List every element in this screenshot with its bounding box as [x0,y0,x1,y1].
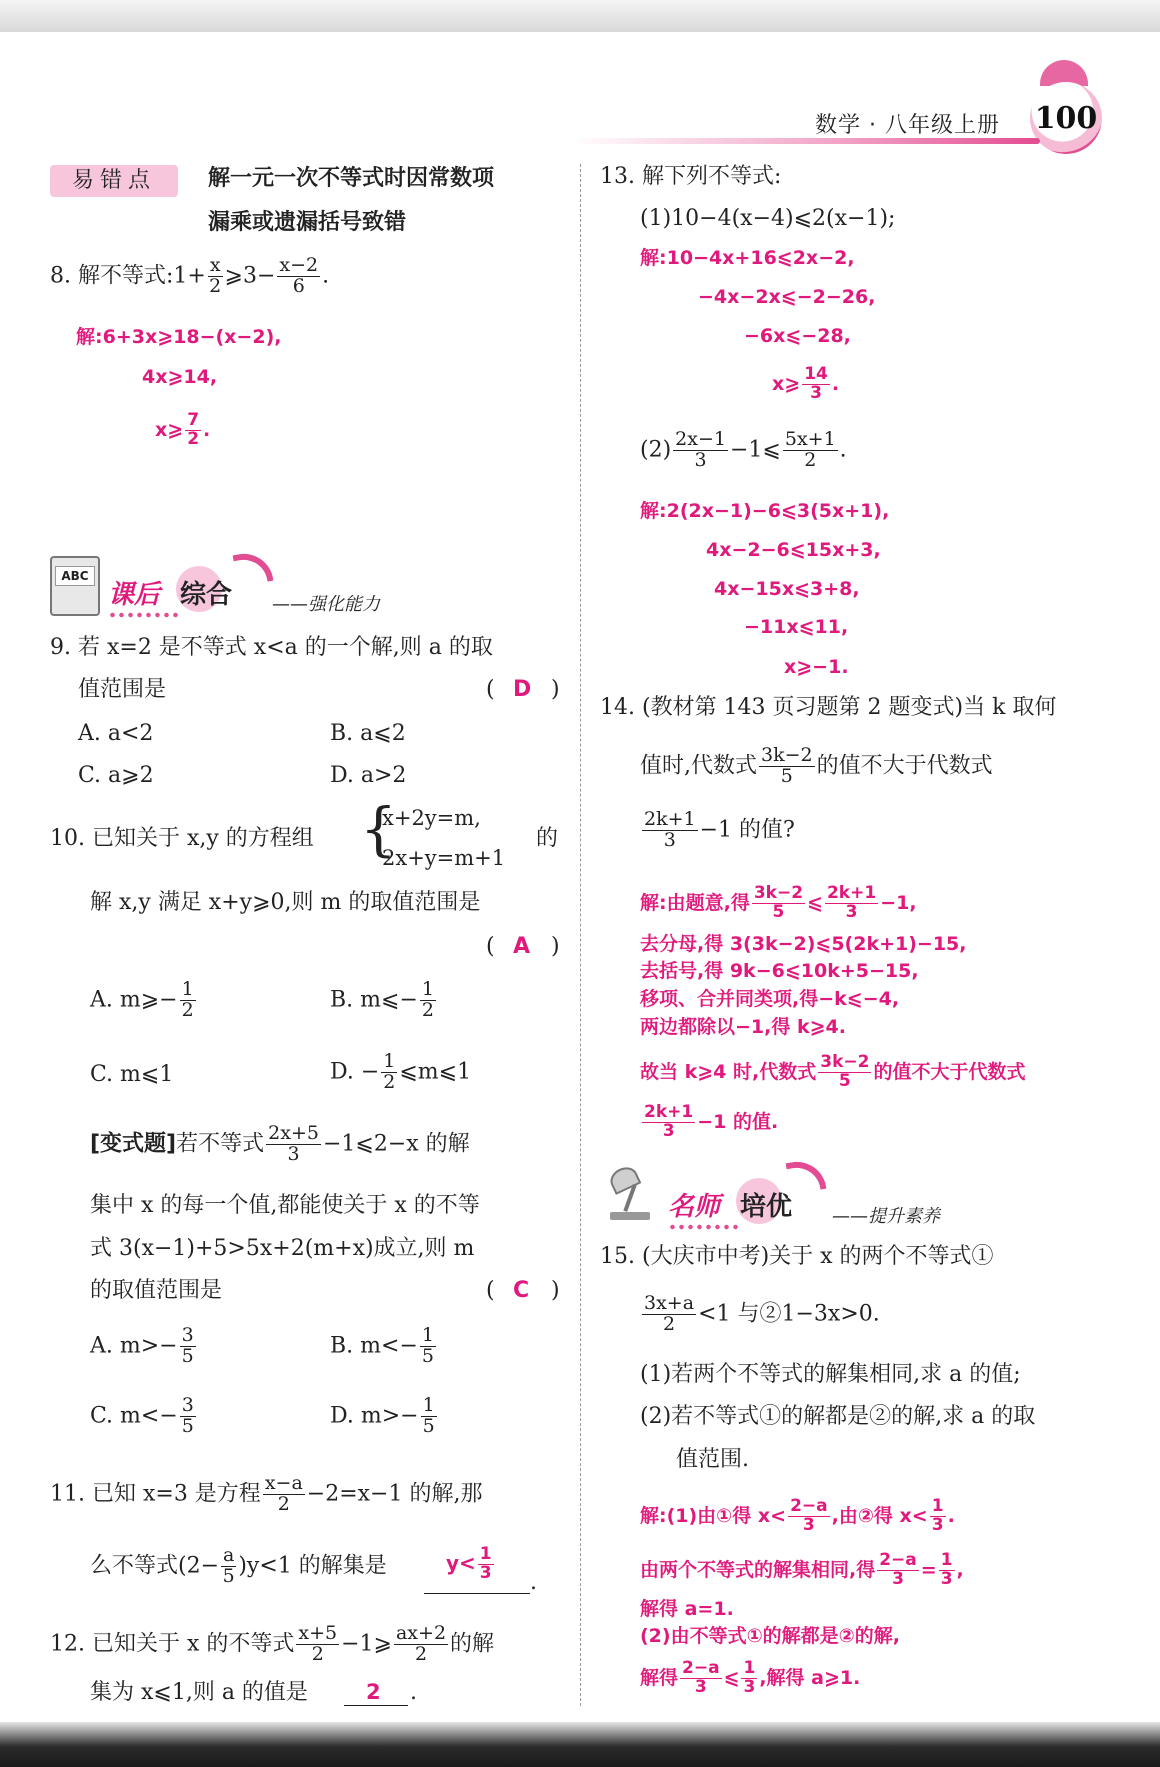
q15-s5-frac-1 [680,1660,722,1697]
q8-stem-b: ⩾3− [224,263,276,289]
q10-paren-left: ( [486,934,495,959]
q13-a3: −6x⩽−28, [744,325,851,347]
q15-s1-f2-num: 1 [931,1496,944,1516]
q14-line-2 [640,746,993,787]
variant-d-den: 5 [422,1414,435,1437]
lamp-icon [602,1166,652,1222]
variant-option-b [330,1326,438,1367]
variant-label: [变式题] [90,1131,177,1157]
q13-a4-b: . [831,372,840,395]
q11-2a: 么不等式(2− [90,1553,220,1579]
book-icon-text: ABC [55,566,95,586]
variant-d-frac [421,1396,437,1437]
q10-paren-right: ) [551,934,560,959]
q13-p2-f1-num: 2x−1 [675,428,726,450]
q10-b-den: 2 [421,998,434,1021]
q12-frac-1-den: 2 [311,1642,324,1665]
variant-c-num: 3 [181,1394,194,1416]
q14-s7-den: 3 [662,1120,675,1141]
q10-d-text-a: D. − [330,1059,380,1085]
q13-line-1: 13. 解下列不等式: [600,164,782,189]
q11-answer [446,1546,496,1583]
q12-frac-1 [296,1624,339,1665]
q9-line-1: 9. 若 x=2 是不等式 x<a 的一个解,则 a 的取 [50,635,493,660]
q15-s1-f1-den: 3 [802,1514,815,1535]
q10-d-num: 1 [383,1050,396,1072]
q10-option-d [330,1052,471,1093]
tag-title-line-2: 漏乘或遗漏括号致错 [208,210,407,235]
q13-a4-frac [802,366,830,403]
q14-s1-f2-num: 2k+1 [826,883,877,903]
q8-solution-3 [155,412,210,449]
q14-s1-f2-den: 3 [845,901,858,922]
q9-line-2: 值范围是 [78,677,167,702]
q9-answer: D [513,677,532,702]
q14-s1-f1-num: 3k−2 [753,883,804,903]
q8-frac-2 [277,256,320,297]
q15-s5-f2-num: 1 [743,1658,756,1678]
q15-s2-b: = [920,1558,937,1581]
q13-a4-a: x⩾ [772,372,801,395]
header-title: 数学 · 八年级上册 [815,113,1000,138]
q10-d-den: 2 [383,1070,396,1093]
q15-s4: (2)由不等式①的解都是②的解, [640,1625,900,1647]
q15-s1-c: . [947,1504,955,1527]
q15-frac-num: 3x+a [644,1292,695,1314]
q10-a-text: A. m⩾− [90,987,178,1013]
q12-1a: 12. 已知关于 x 的不等式 [50,1631,295,1657]
variant-option-d [330,1396,439,1437]
q14-s1-frac-1 [752,885,805,922]
tag-title-line-1: 解一元一次不等式时因常数项 [208,166,495,191]
q8-s3-den: 2 [187,428,200,449]
q15-s2-f1-num: 2−a [879,1550,917,1570]
q11-1a: 11. 已知 x=3 是方程 [50,1481,261,1507]
q11-frac [263,1474,305,1515]
q14-s6-b: 的值不大于代数式 [873,1060,1026,1083]
book-icon [50,556,100,616]
q14-frac-2-den: 3 [663,828,676,851]
q10-option-a [90,980,198,1021]
error-point-tag: 易错点 [50,165,178,197]
q14-2a: 值时,代数式 [640,753,757,779]
q8-frac-2-num: x−2 [279,254,319,276]
q15-s2 [640,1552,964,1589]
q10-b-frac [420,980,436,1021]
q14-line-3 [640,810,795,851]
q10-b-text: B. m⩽− [330,987,418,1013]
q12-answer: 2 [366,1680,381,1704]
q8-frac-1-den: 2 [209,274,222,297]
variant-line-3: 式 3(x−1)+5>5x+2(m+x)成立,则 m [90,1236,475,1261]
variant-line-4: 的取值范围是 [90,1278,223,1303]
q15-s1-a: 解:(1)由①得 x< [640,1504,787,1527]
q13-a1: 解:10−4x+16⩽2x−2, [640,247,855,269]
q10-a-frac [180,980,196,1021]
q10-brace: { [360,795,397,863]
q10-system-eq-2: 2x+y=m+1 [382,846,506,870]
variant-answer: C [513,1278,530,1303]
variant-paren-right: ) [551,1278,560,1303]
variant-line-1 [90,1124,470,1165]
q9-paren-left: ( [486,677,495,702]
variant-a-frac [180,1326,196,1367]
q13-p2-frac-2 [783,430,838,471]
q15-line-2 [640,1294,880,1335]
viewer-bottom-bar [0,1722,1160,1767]
q11-frac-2-num: a [223,1544,235,1566]
q12-1b: −1⩾ [341,1631,392,1657]
q12-line-1 [50,1624,494,1665]
variant-b-text: B. m<− [330,1333,418,1359]
q13-a4 [772,366,839,403]
q10-d-frac [381,1052,397,1093]
q15-s5-f1-den: 3 [694,1676,707,1697]
q15-s2-f1-den: 3 [892,1568,904,1589]
variant-d-text: D. m>− [330,1403,419,1429]
lamp-base [610,1212,650,1220]
q12-frac-2 [394,1624,448,1665]
q15-s1-b: ,由②得 x< [831,1504,928,1527]
variant-option-a [90,1326,198,1367]
q15-s2-c: , [956,1558,964,1581]
variant-c-frac [180,1396,196,1437]
q8-frac-1 [208,256,223,297]
q11-frac-den: 2 [277,1492,290,1515]
variant-c-den: 5 [181,1414,194,1437]
q8-stem-a: 8. 解不等式:1+ [50,263,206,289]
q15-s5-a: 解得 [640,1666,679,1689]
q15-s2-frac-1 [877,1552,919,1589]
q15-line-1: 15. (大庆市中考)关于 x 的两个不等式① [600,1244,994,1269]
q15-s2-a: 由两个不等式的解集相同,得 [640,1558,876,1581]
q13-a2: −4x−2x⩽−2−26, [698,286,876,308]
variant-a-text: A. m>− [90,1333,178,1359]
column-divider [580,164,581,1706]
q8-s3-frac [185,412,201,449]
variant-c-text: C. m<− [90,1403,178,1429]
q10-line-2: 解 x,y 满足 x+y⩾0,则 m 的取值范围是 [90,890,481,915]
q8-s3-a: x⩾ [155,418,184,441]
section-famous-subtitle: ——提升素养 [832,1206,940,1227]
q15-frac [642,1294,696,1335]
q10-option-b [330,980,438,1021]
q13-p2-f2-num: 5x+1 [784,428,836,450]
variant-b-den: 5 [421,1344,434,1367]
variant-b-num: 1 [421,1324,434,1346]
q12-line-2: 集为 x⩽1,则 a 的值是 [90,1680,308,1705]
q15-s5 [640,1660,860,1697]
q14-s4: 移项、合并同类项,得−k⩽−4, [640,988,900,1010]
section-famous-title-b: 培优 [740,1192,793,1222]
variant-frac-num: 2x+5 [268,1122,319,1144]
q15-s2-frac-2 [939,1552,955,1589]
q14-s6-a: 故当 k⩾4 时,代数式 [640,1060,817,1083]
q13-b1: 解:2(2x−1)−6⩽3(5x+1), [640,500,890,522]
q15-part-2-cont: 值范围. [676,1447,749,1472]
q12-frac-1-num: x+5 [298,1622,338,1644]
q15-s1-frac-1 [788,1498,830,1535]
q13-p2-b: −1⩽ [729,437,781,463]
q13-b4: −11x⩽11, [744,616,849,638]
q13-p2-c: . [839,437,847,463]
dotted-underline-2 [668,1224,738,1230]
q13-p2-f2-den: 2 [804,448,817,471]
q13-a4-num: 14 [804,364,828,384]
q11-answer-blank [424,1593,530,1594]
q14-s1-f1-den: 5 [772,901,785,922]
q15-s5-b: ⩽ [723,1666,740,1689]
q15-s1-f2-den: 3 [931,1514,944,1535]
q13-p2-frac-1 [673,430,728,471]
variant-a-num: 3 [181,1324,194,1346]
q15-s2-f2-num: 1 [940,1550,953,1570]
variant-paren-left: ( [486,1278,495,1303]
page-header [570,106,1110,146]
q13-p2-f1-den: 3 [694,448,707,471]
q13-part-1: (1)10−4(x−4)⩽2(x−1); [640,206,896,231]
variant-d-num: 1 [422,1394,435,1416]
q8-s3-num: 7 [187,410,200,430]
q14-s6 [640,1054,1025,1091]
q14-frac-2 [642,810,698,851]
q14-frac-2-num: 2k+1 [644,808,696,830]
q10-line-1a: 10. 已知关于 x,y 的方程组 [50,826,314,851]
q11-frac-num: x−a [264,1472,303,1494]
q14-s1-b: ⩽ [807,891,823,914]
variant-1b: −1⩽2−x 的解 [322,1131,470,1157]
q12-answer-blank [344,1705,408,1706]
q9-option-a: A. a<2 [78,721,154,746]
q9-paren-right: ) [551,677,560,702]
q8-stem [50,256,329,297]
viewer-top-bar [0,0,1160,32]
q14-s1-a: 解:由题意,得 [640,891,750,914]
q15-s2-f2-den: 3 [940,1568,953,1589]
q10-option-c: C. m⩽1 [90,1062,174,1087]
q8-solution-2: 4x⩾14, [142,366,218,388]
variant-line-2: 集中 x 的每一个值,都能使关于 x 的不等 [90,1193,480,1218]
q10-answer: A [513,934,531,959]
q13-part-2 [640,430,847,471]
q9-option-b: B. a⩽2 [330,721,406,746]
q12-period: . [410,1680,417,1705]
q11-frac-2-den: 5 [222,1564,235,1587]
q15-part-1: (1)若两个不等式的解集相同,求 a 的值; [640,1362,1021,1387]
q14-s7-frac [642,1104,695,1141]
q14-frac-1-den: 5 [780,764,793,787]
q10-d-text-b: ⩽m⩽1 [399,1059,472,1085]
q14-3: −1 的值? [699,817,795,843]
q14-s6-den: 5 [838,1070,851,1091]
q14-s3: 去括号,得 9k−6⩽10k+5−15, [640,960,919,982]
q15-s1-frac-2 [930,1498,946,1535]
q15-s5-f1-num: 2−a [682,1658,720,1678]
q14-s2: 去分母,得 3(3k−2)⩽5(2k+1)−15, [640,933,967,955]
q11-answer-num: 1 [479,1544,492,1564]
variant-a-den: 5 [181,1344,194,1367]
q8-frac-1-num: x [209,254,221,276]
q10-a-num: 1 [181,978,194,1000]
q9-option-c: C. a⩾2 [78,763,154,788]
section-after-class-subtitle: ——强化能力 [272,594,380,615]
q8-frac-2-den: 6 [292,274,305,297]
q11-frac-2 [221,1546,236,1587]
q15-frac-den: 2 [662,1312,676,1335]
q13-p2-a: (2) [640,437,672,463]
q10-line-1b: 的 [536,826,559,851]
q11-2b: )y<1 的解集是 [238,1553,387,1579]
q14-s5: 两边都除以−1,得 k⩾4. [640,1016,846,1038]
q8-s3-b: . [203,418,211,441]
q15-s1-f1-num: 2−a [790,1496,828,1516]
q13-b2: 4x−2−6⩽15x+3, [706,539,881,561]
q14-s6-frac [818,1054,871,1091]
q10-b-num: 1 [421,978,434,1000]
q9-option-d: D. a>2 [330,763,407,788]
page-number: 100 [1034,100,1098,136]
q15-s5-frac-2 [741,1660,757,1697]
q14-frac-1-num: 3k−2 [761,744,813,766]
q14-s1-frac-2 [825,885,878,922]
q14-s7-text: −1 的值. [697,1110,779,1133]
q8-solution-1: 解:6+3x⩾18−(x−2), [76,326,282,348]
section-after-class-title-b: 综合 [180,580,233,610]
variant-option-c [90,1396,198,1437]
q11-answer-a: y< [446,1550,476,1575]
q14-s7-num: 2k+1 [644,1102,694,1122]
variant-frac-den: 3 [287,1142,300,1165]
q11-line-2 [90,1546,387,1587]
q10-a-den: 2 [181,998,194,1021]
q15-part-2: (2)若不等式①的解都是②的解,求 a 的取 [640,1404,1036,1429]
variant-1a: 若不等式 [176,1131,265,1157]
dotted-underline [108,612,178,618]
q12-1c: 的解 [450,1631,495,1657]
q13-b3: 4x−15x⩽3+8, [714,578,860,600]
q14-s1 [640,885,917,922]
q15-s5-c: ,解得 a⩾1. [759,1666,861,1689]
section-after-class-title-a: 课后 [108,580,161,610]
q14-s7 [640,1104,778,1141]
q12-frac-2-num: ax+2 [395,1622,447,1644]
q11-answer-den: 3 [479,1562,492,1583]
q15-2: <1 与②1−3x>0. [698,1301,880,1327]
variant-frac [266,1124,321,1165]
q8-stem-c: . [322,263,330,289]
q15-s3: 解得 a=1. [640,1598,734,1620]
q11-line-1 [50,1474,482,1515]
q13-b5: x⩾−1. [784,656,849,678]
q15-s1 [640,1498,955,1535]
q11-answer-frac [478,1546,494,1583]
q10-system-eq-1: x+2y=m, [382,806,481,830]
variant-b-frac [420,1326,436,1367]
q15-s5-f2-den: 3 [743,1676,756,1697]
q14-frac-1 [759,746,815,787]
q14-s1-c: −1, [880,891,917,914]
q11-period: . [530,1570,537,1595]
lamp-shade [607,1163,642,1195]
section-famous-title-a: 名师 [668,1192,721,1222]
q11-1b: −2=x−1 的解,那 [306,1481,483,1507]
q14-s6-num: 3k−2 [820,1052,870,1072]
q12-frac-2-den: 2 [414,1642,428,1665]
q14-2b: 的值不大于代数式 [816,753,993,779]
q14-line-1: 14. (教材第 143 页习题第 2 题变式)当 k 取何 [600,695,1057,720]
q13-a4-den: 3 [810,382,822,403]
